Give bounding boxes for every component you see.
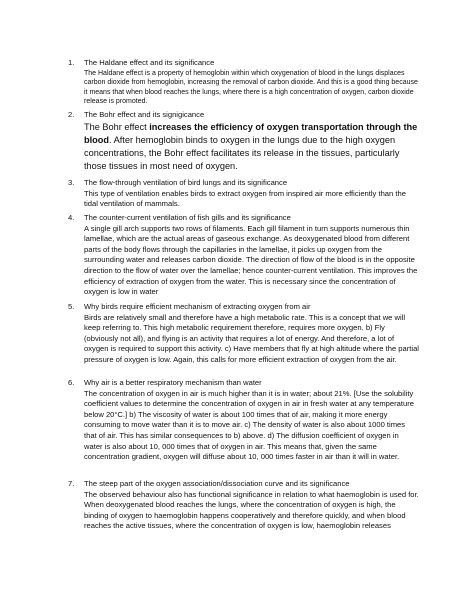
item-body: This type of ventilation enables birds to extract oxygen from inspired air more efficiently than the tidal ventilation of mammals. xyxy=(84,188,406,209)
item-body: Birds are relatively small and therefore have a high metabolic rate. This is a concept that we will keep referring to. This high metabolic requirement therefore, requires more oxygen. b) Fly (obviously not all), and flying is an activity that requires a lot of energy. And therefore, a lot of oxygen is required to support this activity. c) Have members that fly at high altitude where the partial pressure of oxygen is low. Again, this calls for more efficient extraction of oxygen from the air. xyxy=(84,312,419,364)
item-body: The observed behaviour also has functional significance in relation to what haemoglobin is used for. When deoxygenated blood reaches the lungs, where the concentration of oxygen is high, the binding of oxygen to haemoglobin happens cooperatively and therefore quickly, and when blood reaches the active tissues, where the concentration of oxygen is low, haemoglobin releases xyxy=(84,489,419,531)
item-heading: Why birds require efficient mechanism of extracting oxygen from air xyxy=(84,302,311,311)
item-number: 5. xyxy=(68,302,75,311)
item-body: A single gill arch supports two rows of filaments. Each gill filament in turn supports numerous thin lamellae, which are the actual areas of gaseous exchange. As deoxygenated blood from different parts of the body flows through the capillaries in the lamellae, it picks up oxygen from the surrounding water and releases carbon dioxide. The direction of flow of the blood is in the opposite direction to the flow of water over the lamellae; hence counter-current ventilation. This improves the efficiency of extraction of oxygen from the water. This is necessary since the concentration of oxygen is low in water xyxy=(84,223,418,297)
item-heading: The steep part of the oxygen association/dissociation curve and its significance xyxy=(84,479,350,488)
item-number: 7. xyxy=(68,479,75,488)
body-bold-text: increases the efficiency of oxygen transportation through the blood xyxy=(84,122,418,145)
item-heading: The Haldane effect and its significance xyxy=(84,58,215,67)
item-heading: The flow-through ventilation of bird lungs and its significance xyxy=(84,178,288,187)
item-number: 6. xyxy=(68,378,75,387)
item-body: The Haldane effect is a property of hemoglobin within which oxygenation of blood in the lungs displaces carbon dioxide from hemoglobin, increasing the removal of carbon dioxide. And this is a good thing because it means that when blood reaches the lungs, where there is a high concentration of oxygen, carbon dioxide release is promoted. xyxy=(84,69,418,106)
item-number: 4. xyxy=(68,213,75,222)
item-body xyxy=(84,121,419,173)
item-number: 3. xyxy=(68,178,75,187)
body-text: . After hemoglobin binds to oxygen in the lungs due to the high oxygen concentrations, the Bohr effect facilitates its release in the tissues, particularly those tissues in most need of oxygen. xyxy=(84,135,400,171)
item-heading: Why air is a better respiratory mechanism than water xyxy=(84,378,262,387)
item-number: 1. xyxy=(68,58,75,67)
item-body: The concentration of oxygen in air is much higher than it is in water; about 21%. [Use the solubility coefficient values to determine the concentration of oxygen in air in fresh water at any temperature below 20°C.] b) The viscosity of water is about 100 times that of air, making it more energy consuming to move water than it is to move air. c) The density of water is also about 1000 times that of air. This has similar consequences to b) above. d) The diffusion coefficient of oxygen in water is also about 10, 000 times that of oxygen in air. This means that, given the same concentration gradient, oxygen will diffuse about 10, 000 times faster in air than it will in water. xyxy=(84,388,414,462)
item-heading: The Bohr effect and its signigicance xyxy=(84,110,205,119)
body-text: The Bohr effect xyxy=(84,122,150,132)
item-heading: The counter-current ventilation of fish gills and its significance xyxy=(84,213,291,222)
item-number: 2. xyxy=(68,110,75,119)
